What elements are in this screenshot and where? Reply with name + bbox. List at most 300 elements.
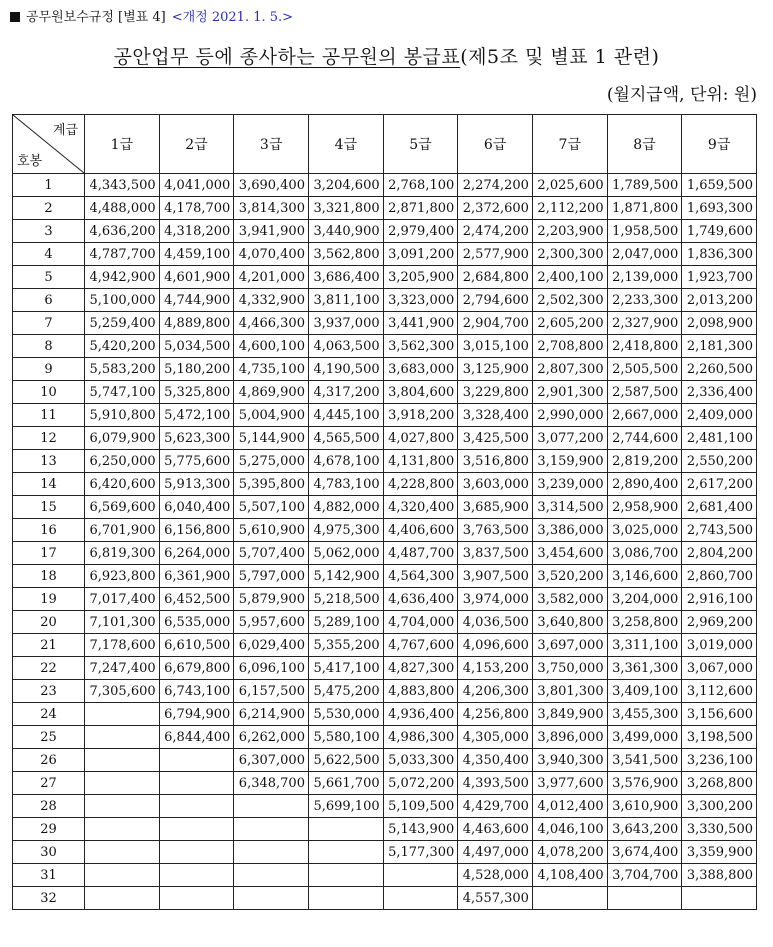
salary-cell: 3,198,500 <box>682 726 757 749</box>
salary-cell: 4,429,700 <box>458 795 533 818</box>
salary-cell: 4,046,100 <box>532 818 607 841</box>
salary-cell: 2,112,200 <box>532 197 607 220</box>
salary-cell: 5,420,200 <box>85 335 160 358</box>
step-cell: 8 <box>13 335 85 358</box>
salary-cell <box>85 887 160 910</box>
salary-cell: 5,910,800 <box>85 404 160 427</box>
salary-cell: 3,454,600 <box>532 542 607 565</box>
salary-cell: 3,077,200 <box>532 427 607 450</box>
salary-cell: 5,109,500 <box>383 795 458 818</box>
table-row <box>13 427 757 450</box>
salary-cell: 3,804,600 <box>383 381 458 404</box>
salary-cell: 3,811,100 <box>308 289 383 312</box>
salary-cell: 3,311,100 <box>607 634 682 657</box>
salary-cell: 5,259,400 <box>85 312 160 335</box>
step-cell: 18 <box>13 565 85 588</box>
salary-table <box>12 114 757 910</box>
step-cell: 9 <box>13 358 85 381</box>
salary-cell: 3,686,400 <box>308 266 383 289</box>
step-cell: 23 <box>13 680 85 703</box>
salary-cell: 1,923,700 <box>682 266 757 289</box>
salary-cell: 4,466,300 <box>234 312 309 335</box>
salary-cell: 5,507,100 <box>234 496 309 519</box>
step-cell: 26 <box>13 749 85 772</box>
salary-cell: 5,913,300 <box>159 473 234 496</box>
salary-cell: 2,409,000 <box>682 404 757 427</box>
salary-cell: 2,667,000 <box>607 404 682 427</box>
step-cell: 11 <box>13 404 85 427</box>
salary-cell: 1,958,500 <box>607 220 682 243</box>
salary-cell <box>85 818 160 841</box>
salary-cell: 5,355,200 <box>308 634 383 657</box>
salary-cell: 3,091,200 <box>383 243 458 266</box>
step-cell: 30 <box>13 841 85 864</box>
salary-cell: 3,386,000 <box>532 519 607 542</box>
salary-cell: 4,564,300 <box>383 565 458 588</box>
table-row <box>13 749 757 772</box>
salary-cell: 4,882,000 <box>308 496 383 519</box>
salary-cell: 4,036,500 <box>458 611 533 634</box>
document-header <box>10 7 293 29</box>
salary-cell <box>85 703 160 726</box>
salary-cell: 2,139,000 <box>607 266 682 289</box>
salary-cell <box>308 864 383 887</box>
grade-header: 4급 <box>308 115 383 174</box>
salary-cell: 4,332,900 <box>234 289 309 312</box>
salary-cell: 3,541,500 <box>607 749 682 772</box>
salary-cell: 6,794,900 <box>159 703 234 726</box>
salary-cell: 2,372,600 <box>458 197 533 220</box>
salary-cell <box>85 795 160 818</box>
salary-cell: 4,636,200 <box>85 220 160 243</box>
salary-cell: 6,040,400 <box>159 496 234 519</box>
salary-cell: 5,583,200 <box>85 358 160 381</box>
salary-cell: 4,256,800 <box>458 703 533 726</box>
salary-cell: 2,804,200 <box>682 542 757 565</box>
grade-header: 3급 <box>234 115 309 174</box>
corner-cell <box>13 115 85 174</box>
salary-cell: 3,359,900 <box>682 841 757 864</box>
salary-cell: 2,505,500 <box>607 358 682 381</box>
salary-cell: 2,233,300 <box>607 289 682 312</box>
grade-header: 6급 <box>458 115 533 174</box>
salary-cell: 4,445,100 <box>308 404 383 427</box>
step-cell: 28 <box>13 795 85 818</box>
salary-cell: 2,300,300 <box>532 243 607 266</box>
table-row <box>13 473 757 496</box>
salary-cell: 1,871,800 <box>607 197 682 220</box>
salary-cell: 3,937,000 <box>308 312 383 335</box>
salary-cell: 6,535,000 <box>159 611 234 634</box>
salary-cell <box>532 887 607 910</box>
step-cell: 6 <box>13 289 85 312</box>
salary-cell: 2,860,700 <box>682 565 757 588</box>
salary-cell: 3,330,500 <box>682 818 757 841</box>
salary-cell: 2,807,300 <box>532 358 607 381</box>
salary-cell: 5,957,600 <box>234 611 309 634</box>
salary-cell: 3,146,600 <box>607 565 682 588</box>
salary-cell: 5,275,000 <box>234 450 309 473</box>
salary-cell: 6,361,900 <box>159 565 234 588</box>
salary-cell: 5,218,500 <box>308 588 383 611</box>
salary-cell: 6,743,100 <box>159 680 234 703</box>
salary-cell: 5,747,100 <box>85 381 160 404</box>
salary-cell: 3,125,900 <box>458 358 533 381</box>
salary-cell <box>234 818 309 841</box>
salary-cell: 4,406,600 <box>383 519 458 542</box>
salary-cell: 4,041,000 <box>159 174 234 197</box>
salary-cell: 3,977,600 <box>532 772 607 795</box>
salary-cell: 3,323,000 <box>383 289 458 312</box>
salary-cell <box>159 818 234 841</box>
salary-cell: 4,600,100 <box>234 335 309 358</box>
salary-cell <box>383 887 458 910</box>
salary-cell: 2,336,400 <box>682 381 757 404</box>
salary-cell: 5,610,900 <box>234 519 309 542</box>
step-cell: 2 <box>13 197 85 220</box>
salary-cell: 2,708,800 <box>532 335 607 358</box>
salary-cell: 4,012,400 <box>532 795 607 818</box>
salary-cell: 3,268,800 <box>682 772 757 795</box>
step-cell: 10 <box>13 381 85 404</box>
salary-cell: 4,744,900 <box>159 289 234 312</box>
salary-cell: 1,789,500 <box>607 174 682 197</box>
salary-cell: 6,029,400 <box>234 634 309 657</box>
step-cell: 5 <box>13 266 85 289</box>
salary-cell: 5,472,100 <box>159 404 234 427</box>
corner-label-step: 호봉 <box>17 154 43 169</box>
salary-cell: 3,801,300 <box>532 680 607 703</box>
salary-cell: 6,079,900 <box>85 427 160 450</box>
salary-cell <box>234 864 309 887</box>
salary-cell: 3,576,900 <box>607 772 682 795</box>
salary-cell: 5,072,200 <box>383 772 458 795</box>
salary-cell <box>159 795 234 818</box>
salary-cell: 5,143,900 <box>383 818 458 841</box>
step-cell: 1 <box>13 174 85 197</box>
salary-cell: 1,659,500 <box>682 174 757 197</box>
salary-cell: 6,610,500 <box>159 634 234 657</box>
salary-cell: 3,455,300 <box>607 703 682 726</box>
step-cell: 21 <box>13 634 85 657</box>
salary-cell: 4,869,900 <box>234 381 309 404</box>
salary-cell <box>234 887 309 910</box>
salary-cell: 6,452,500 <box>159 588 234 611</box>
salary-cell: 5,325,800 <box>159 381 234 404</box>
salary-cell: 5,797,000 <box>234 565 309 588</box>
salary-cell: 4,975,300 <box>308 519 383 542</box>
page-title <box>0 42 773 69</box>
regulation-name: 공무원보수규정 <box>26 10 114 25</box>
salary-cell: 2,768,100 <box>383 174 458 197</box>
grade-header: 2급 <box>159 115 234 174</box>
salary-cell: 4,487,700 <box>383 542 458 565</box>
salary-cell: 2,916,100 <box>682 588 757 611</box>
salary-cell: 4,078,200 <box>532 841 607 864</box>
salary-cell <box>85 772 160 795</box>
salary-cell: 2,819,200 <box>607 450 682 473</box>
step-cell: 16 <box>13 519 85 542</box>
salary-cell <box>159 749 234 772</box>
step-cell: 27 <box>13 772 85 795</box>
salary-cell: 4,986,300 <box>383 726 458 749</box>
salary-cell: 5,775,600 <box>159 450 234 473</box>
salary-cell: 4,678,100 <box>308 450 383 473</box>
salary-cell: 2,969,200 <box>682 611 757 634</box>
salary-cell: 3,685,900 <box>458 496 533 519</box>
salary-cell: 2,871,800 <box>383 197 458 220</box>
salary-cell: 6,679,800 <box>159 657 234 680</box>
black-square-icon <box>10 12 20 22</box>
salary-cell <box>234 795 309 818</box>
salary-cell: 3,204,000 <box>607 588 682 611</box>
salary-cell: 3,763,500 <box>458 519 533 542</box>
salary-cell: 2,605,200 <box>532 312 607 335</box>
salary-cell: 4,131,800 <box>383 450 458 473</box>
grade-header: 5급 <box>383 115 458 174</box>
salary-cell: 4,601,900 <box>159 266 234 289</box>
table-row <box>13 381 757 404</box>
salary-cell: 3,205,900 <box>383 266 458 289</box>
revision-note: <개정 2021. 1. 5.> <box>171 10 294 25</box>
salary-cell: 6,214,900 <box>234 703 309 726</box>
salary-cell: 5,180,200 <box>159 358 234 381</box>
salary-cell: 2,025,600 <box>532 174 607 197</box>
salary-cell: 3,239,000 <box>532 473 607 496</box>
salary-cell: 3,941,900 <box>234 220 309 243</box>
salary-cell: 4,889,800 <box>159 312 234 335</box>
salary-cell: 5,530,000 <box>308 703 383 726</box>
salary-cell: 5,661,700 <box>308 772 383 795</box>
salary-cell: 6,262,000 <box>234 726 309 749</box>
salary-cell: 3,516,800 <box>458 450 533 473</box>
salary-cell: 5,062,000 <box>308 542 383 565</box>
salary-cell: 3,603,000 <box>458 473 533 496</box>
salary-cell <box>234 841 309 864</box>
salary-cell: 3,704,700 <box>607 864 682 887</box>
salary-cell: 5,004,900 <box>234 404 309 427</box>
salary-cell: 2,047,000 <box>607 243 682 266</box>
salary-cell: 4,096,600 <box>458 634 533 657</box>
salary-cell: 4,827,300 <box>383 657 458 680</box>
salary-cell: 4,070,400 <box>234 243 309 266</box>
table-row <box>13 197 757 220</box>
salary-cell: 1,836,300 <box>682 243 757 266</box>
step-cell: 29 <box>13 818 85 841</box>
table-row <box>13 243 757 266</box>
salary-cell <box>159 887 234 910</box>
salary-cell: 6,307,000 <box>234 749 309 772</box>
salary-cell <box>159 841 234 864</box>
salary-cell: 3,025,000 <box>607 519 682 542</box>
salary-cell: 2,203,900 <box>532 220 607 243</box>
salary-cell: 3,067,000 <box>682 657 757 680</box>
salary-cell: 2,181,300 <box>682 335 757 358</box>
salary-cell: 5,707,400 <box>234 542 309 565</box>
salary-cell: 6,264,000 <box>159 542 234 565</box>
salary-cell: 7,017,400 <box>85 588 160 611</box>
corner-label-grade: 계급 <box>52 123 78 138</box>
salary-cell: 4,393,500 <box>458 772 533 795</box>
table-row <box>13 726 757 749</box>
salary-cell: 4,190,500 <box>308 358 383 381</box>
table-row <box>13 542 757 565</box>
salary-cell: 4,153,200 <box>458 657 533 680</box>
salary-cell: 4,936,400 <box>383 703 458 726</box>
salary-cell: 3,918,200 <box>383 404 458 427</box>
salary-cell: 2,260,500 <box>682 358 757 381</box>
salary-cell: 3,582,000 <box>532 588 607 611</box>
step-cell: 15 <box>13 496 85 519</box>
title-sub: (제5조 및 별표 1 관련) <box>460 46 660 68</box>
table-row <box>13 289 757 312</box>
salary-cell <box>308 841 383 864</box>
salary-cell: 6,701,900 <box>85 519 160 542</box>
step-cell: 31 <box>13 864 85 887</box>
table-row <box>13 519 757 542</box>
salary-cell: 4,735,100 <box>234 358 309 381</box>
grade-header: 1급 <box>85 115 160 174</box>
title-main: 공안업무 등에 종사하는 공무원의 봉급표 <box>113 46 461 68</box>
table-row <box>13 588 757 611</box>
salary-cell: 2,958,900 <box>607 496 682 519</box>
table-row <box>13 864 757 887</box>
salary-cell <box>85 864 160 887</box>
salary-cell: 4,528,000 <box>458 864 533 887</box>
salary-cell <box>308 887 383 910</box>
salary-cell: 4,883,800 <box>383 680 458 703</box>
step-cell: 12 <box>13 427 85 450</box>
salary-cell: 7,178,600 <box>85 634 160 657</box>
step-cell: 17 <box>13 542 85 565</box>
step-cell: 3 <box>13 220 85 243</box>
salary-cell: 4,459,100 <box>159 243 234 266</box>
salary-cell: 3,683,000 <box>383 358 458 381</box>
salary-cell: 3,499,000 <box>607 726 682 749</box>
salary-cell: 3,086,700 <box>607 542 682 565</box>
salary-cell: 5,580,100 <box>308 726 383 749</box>
salary-cell: 2,904,700 <box>458 312 533 335</box>
salary-cell: 3,940,300 <box>532 749 607 772</box>
table-row <box>13 818 757 841</box>
salary-cell: 4,497,000 <box>458 841 533 864</box>
table-row <box>13 657 757 680</box>
salary-cell: 3,441,900 <box>383 312 458 335</box>
salary-cell: 1,693,300 <box>682 197 757 220</box>
salary-cell: 3,409,100 <box>607 680 682 703</box>
salary-cell: 3,236,100 <box>682 749 757 772</box>
step-cell: 13 <box>13 450 85 473</box>
table-row <box>13 634 757 657</box>
header-row <box>13 115 757 174</box>
salary-cell: 3,643,200 <box>607 818 682 841</box>
salary-cell: 3,690,400 <box>234 174 309 197</box>
step-cell: 19 <box>13 588 85 611</box>
salary-cell: 3,388,800 <box>682 864 757 887</box>
grade-header: 7급 <box>532 115 607 174</box>
salary-cell: 3,849,900 <box>532 703 607 726</box>
salary-cell: 2,481,100 <box>682 427 757 450</box>
salary-cell: 4,201,000 <box>234 266 309 289</box>
salary-cell: 3,156,600 <box>682 703 757 726</box>
salary-cell: 6,844,400 <box>159 726 234 749</box>
salary-cell: 5,475,200 <box>308 680 383 703</box>
salary-cell: 3,520,200 <box>532 565 607 588</box>
salary-cell: 3,640,800 <box>532 611 607 634</box>
grade-header: 9급 <box>682 115 757 174</box>
salary-cell: 4,317,200 <box>308 381 383 404</box>
salary-cell <box>682 887 757 910</box>
salary-cell: 4,787,700 <box>85 243 160 266</box>
salary-cell: 3,229,800 <box>458 381 533 404</box>
unit-note: (월지급액, 단위: 원) <box>606 85 757 105</box>
salary-cell: 4,565,500 <box>308 427 383 450</box>
salary-cell: 4,767,600 <box>383 634 458 657</box>
salary-cell: 3,562,300 <box>383 335 458 358</box>
table-row <box>13 404 757 427</box>
salary-cell: 4,557,300 <box>458 887 533 910</box>
salary-cell: 4,063,500 <box>308 335 383 358</box>
salary-cell: 4,704,000 <box>383 611 458 634</box>
step-cell: 7 <box>13 312 85 335</box>
salary-cell: 4,488,000 <box>85 197 160 220</box>
step-cell: 4 <box>13 243 85 266</box>
salary-cell: 4,350,400 <box>458 749 533 772</box>
salary-cell: 3,907,500 <box>458 565 533 588</box>
salary-cell: 3,321,800 <box>308 197 383 220</box>
table-row <box>13 772 757 795</box>
salary-cell: 5,699,100 <box>308 795 383 818</box>
salary-cell: 3,562,800 <box>308 243 383 266</box>
salary-cell: 4,343,500 <box>85 174 160 197</box>
step-cell: 20 <box>13 611 85 634</box>
table-row <box>13 312 757 335</box>
salary-cell <box>159 772 234 795</box>
salary-cell <box>308 818 383 841</box>
salary-cell: 2,098,900 <box>682 312 757 335</box>
step-cell: 14 <box>13 473 85 496</box>
salary-cell: 2,013,200 <box>682 289 757 312</box>
salary-cell: 3,814,300 <box>234 197 309 220</box>
salary-cell: 2,587,500 <box>607 381 682 404</box>
table-row <box>13 565 757 588</box>
table-row <box>13 450 757 473</box>
salary-cell: 3,425,500 <box>458 427 533 450</box>
salary-cell: 2,979,400 <box>383 220 458 243</box>
salary-cell <box>85 749 160 772</box>
salary-cell: 4,320,400 <box>383 496 458 519</box>
salary-cell: 5,623,300 <box>159 427 234 450</box>
salary-cell: 3,697,000 <box>532 634 607 657</box>
salary-cell: 4,206,300 <box>458 680 533 703</box>
salary-cell <box>85 726 160 749</box>
salary-cell: 3,314,500 <box>532 496 607 519</box>
salary-cell: 5,395,800 <box>234 473 309 496</box>
salary-cell: 2,327,900 <box>607 312 682 335</box>
salary-cell: 3,610,900 <box>607 795 682 818</box>
salary-cell: 4,463,600 <box>458 818 533 841</box>
salary-cell: 7,247,400 <box>85 657 160 680</box>
salary-cell: 6,569,600 <box>85 496 160 519</box>
salary-cell: 3,896,000 <box>532 726 607 749</box>
salary-cell: 2,794,600 <box>458 289 533 312</box>
salary-cell: 3,015,100 <box>458 335 533 358</box>
salary-cell: 3,750,000 <box>532 657 607 680</box>
salary-cell: 3,328,400 <box>458 404 533 427</box>
salary-cell: 4,783,100 <box>308 473 383 496</box>
salary-cell <box>159 864 234 887</box>
salary-cell: 2,617,200 <box>682 473 757 496</box>
